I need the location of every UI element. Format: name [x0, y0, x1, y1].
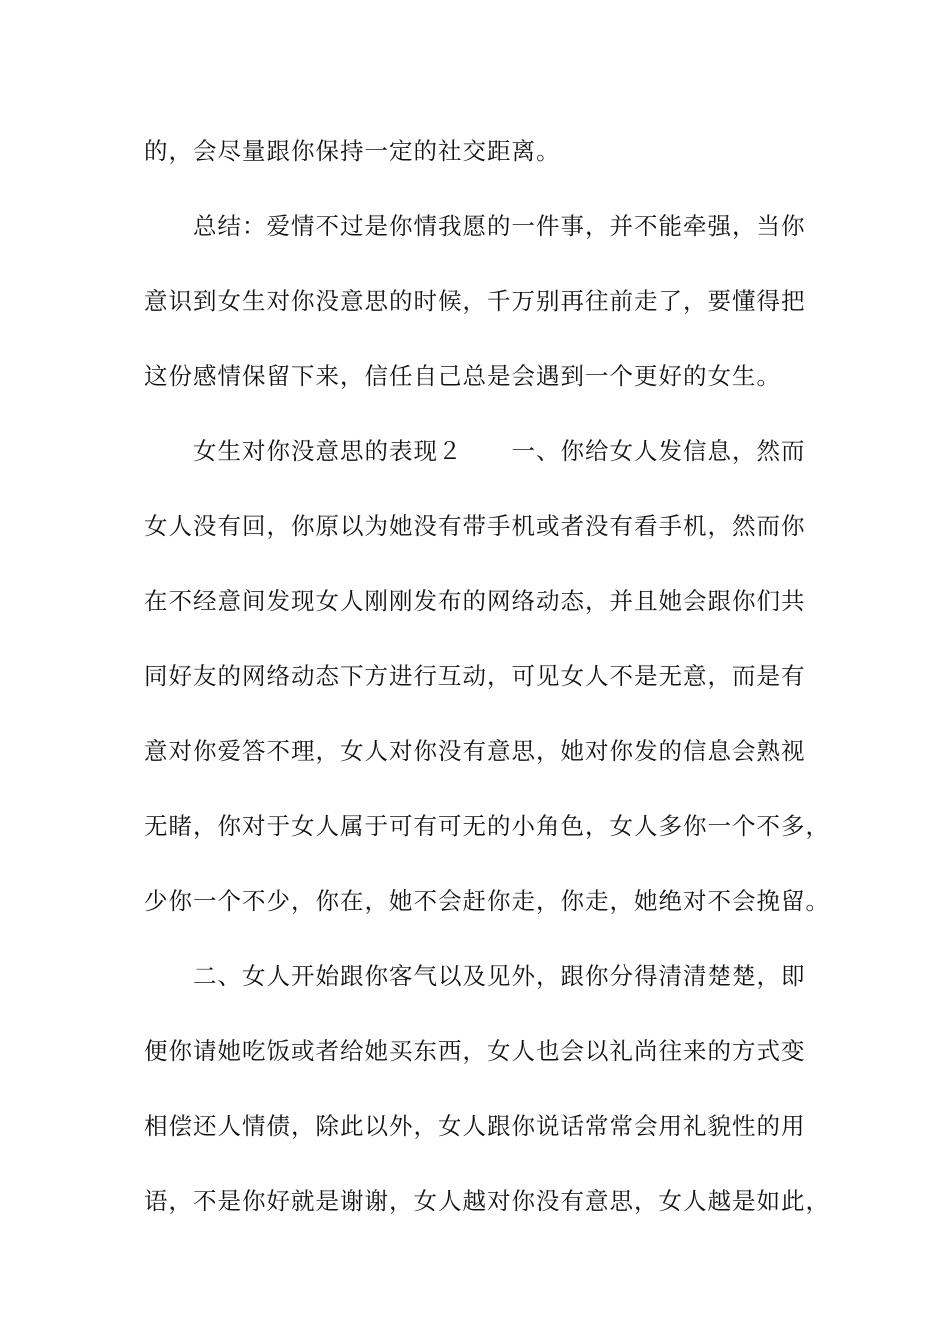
text-line: 相偿还人情债，除此以外，女人跟你说话常常会用礼貌性的用	[144, 1112, 806, 1140]
text-line: 同好友的网络动态下方进行互动，可见女人不是无意，而是有	[144, 662, 806, 690]
text-line: 这份感情保留下来，信任自己总是会遇到一个更好的女生。	[144, 362, 781, 390]
text-line: 在不经意间发现女人刚刚发布的网络动态，并且她会跟你们共	[144, 587, 806, 615]
paragraph-first-line: 二、女人开始跟你客气以及见外，跟你分得清清楚楚，即	[193, 962, 806, 990]
paragraph-first-line: 女生对你没意思的表现２ 一、你给女人发信息，然而	[193, 437, 806, 465]
paragraph-first-line: 总结：爱情不过是你情我愿的一件事，并不能牵强，当你	[193, 212, 806, 240]
text-line: 女人没有回，你原以为她没有带手机或者没有看手机，然而你	[144, 512, 806, 540]
text-line: 无睹，你对于女人属于可有可无的小角色，女人多你一个不多，	[144, 812, 830, 840]
text-line: 意对你爱答不理，女人对你没有意思，她对你发的信息会熟视	[144, 737, 806, 765]
text-line: 意识到女生对你没意思的时候，千万别再往前走了，要懂得把	[144, 287, 806, 315]
text-line: 少你一个不少，你在，她不会赶你走，你走，她绝对不会挽留。	[144, 887, 830, 915]
text-line: 便你请她吃饭或者给她买东西，女人也会以礼尚往来的方式变	[144, 1037, 806, 1065]
text-line: 的，会尽量跟你保持一定的社交距离。	[144, 137, 561, 165]
text-line: 语，不是你好就是谢谢，女人越对你没有意思，女人越是如此，	[144, 1187, 830, 1215]
